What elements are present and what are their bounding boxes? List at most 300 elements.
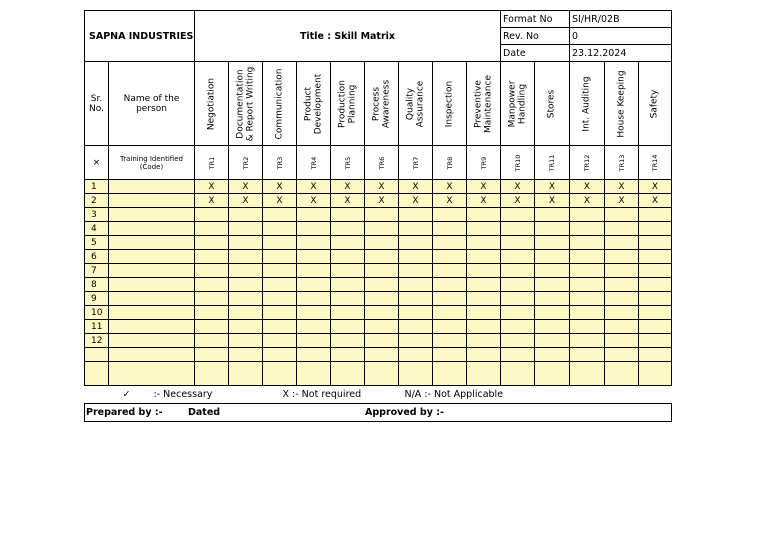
skill-mark-cell[interactable] xyxy=(639,348,672,362)
skill-mark-cell[interactable] xyxy=(433,278,467,292)
skill-mark-cell[interactable] xyxy=(331,222,365,236)
sr-no-cell: 9 xyxy=(85,292,109,306)
skill-mark-cell[interactable] xyxy=(195,320,229,334)
prepared-by: Prepared by :- xyxy=(86,407,163,418)
skill-mark-cell[interactable] xyxy=(467,348,501,362)
skill-mark-cell[interactable] xyxy=(570,208,605,222)
skill-mark-cell[interactable] xyxy=(639,278,672,292)
skill-mark-cell[interactable] xyxy=(331,306,365,320)
skill-header-label: Production Planning xyxy=(337,79,357,128)
skill-mark-cell[interactable] xyxy=(399,264,433,278)
skill-header xyxy=(263,62,297,146)
skill-mark-cell[interactable] xyxy=(535,278,570,292)
format-no-label: Format No xyxy=(501,11,570,28)
skill-mark-cell[interactable]: X xyxy=(605,194,639,208)
skill-mark-cell[interactable] xyxy=(570,250,605,264)
skill-mark-cell[interactable]: X xyxy=(195,194,229,208)
skill-mark-cell[interactable] xyxy=(365,292,399,306)
skill-mark-cell[interactable] xyxy=(365,320,399,334)
skill-header-label: Documentation & Report Writing xyxy=(235,66,255,141)
skill-mark-cell[interactable] xyxy=(501,250,535,264)
skill-mark-cell[interactable] xyxy=(535,292,570,306)
skill-mark-cell[interactable] xyxy=(229,320,263,334)
name-header: Name of the person xyxy=(109,62,195,146)
skill-mark-cell[interactable] xyxy=(365,222,399,236)
skill-mark-cell[interactable] xyxy=(535,208,570,222)
sr-no-cell: 7 xyxy=(85,264,109,278)
training-code xyxy=(195,146,229,180)
skill-mark-cell[interactable] xyxy=(570,292,605,306)
skill-mark-cell[interactable] xyxy=(467,362,501,386)
skill-mark-cell[interactable] xyxy=(229,208,263,222)
training-code-label: TR13 xyxy=(617,154,626,171)
person-name-cell[interactable] xyxy=(109,320,195,334)
skill-mark-cell[interactable] xyxy=(331,292,365,306)
skill-mark-cell[interactable] xyxy=(365,250,399,264)
skill-mark-cell[interactable] xyxy=(263,236,297,250)
dated: Dated xyxy=(188,407,221,418)
skill-mark-cell[interactable]: X xyxy=(501,180,535,194)
skill-mark-cell[interactable] xyxy=(467,320,501,334)
person-name-cell[interactable] xyxy=(109,236,195,250)
skill-mark-cell[interactable] xyxy=(433,222,467,236)
skill-mark-cell[interactable] xyxy=(467,208,501,222)
skill-mark-cell[interactable] xyxy=(605,320,639,334)
skill-mark-cell[interactable] xyxy=(399,348,433,362)
skill-mark-cell[interactable] xyxy=(229,292,263,306)
skill-mark-cell[interactable] xyxy=(229,306,263,320)
skill-mark-cell[interactable]: X xyxy=(570,194,605,208)
skill-mark-cell[interactable] xyxy=(570,222,605,236)
skill-header xyxy=(501,62,535,146)
skill-header-label: Quality Assurance xyxy=(405,80,425,127)
company-name: SAPNA INDUSTRIES xyxy=(85,11,195,62)
training-code-label: TR2 xyxy=(241,156,250,169)
skill-mark-cell[interactable] xyxy=(331,278,365,292)
skill-mark-cell[interactable] xyxy=(605,208,639,222)
skill-header xyxy=(639,62,672,146)
skill-mark-cell[interactable] xyxy=(639,264,672,278)
skill-mark-cell[interactable]: X xyxy=(365,194,399,208)
skill-mark-cell[interactable] xyxy=(605,348,639,362)
skill-mark-cell[interactable] xyxy=(331,348,365,362)
skill-header xyxy=(570,62,605,146)
sr-no-cell: 4 xyxy=(85,222,109,236)
training-code xyxy=(639,146,672,180)
skill-mark-cell[interactable] xyxy=(639,236,672,250)
skill-mark-cell[interactable] xyxy=(195,208,229,222)
skill-mark-cell[interactable]: X xyxy=(535,194,570,208)
skill-mark-cell[interactable] xyxy=(467,236,501,250)
skill-mark-cell[interactable] xyxy=(263,320,297,334)
training-code-label: TR8 xyxy=(445,156,454,169)
skill-header-label: Inspection xyxy=(443,80,454,127)
skill-mark-cell[interactable] xyxy=(501,362,535,386)
check-icon: ✓ xyxy=(122,389,131,400)
skill-mark-cell[interactable] xyxy=(195,348,229,362)
matrix-row xyxy=(85,320,672,334)
skill-header-label: Preventive Maintenance xyxy=(473,74,493,133)
skill-header xyxy=(331,62,365,146)
matrix-row xyxy=(85,236,672,250)
skill-mark-cell[interactable] xyxy=(263,348,297,362)
training-code xyxy=(433,146,467,180)
skill-mark-cell[interactable]: X xyxy=(263,180,297,194)
skill-mark-cell[interactable]: X xyxy=(535,180,570,194)
skill-mark-cell[interactable] xyxy=(535,250,570,264)
skill-mark-cell[interactable] xyxy=(501,334,535,348)
skill-mark-cell[interactable] xyxy=(263,208,297,222)
skill-mark-cell[interactable] xyxy=(639,208,672,222)
skill-mark-cell[interactable] xyxy=(297,222,331,236)
skill-mark-cell[interactable]: X xyxy=(297,194,331,208)
skill-mark-cell[interactable]: X xyxy=(365,180,399,194)
skill-mark-cell[interactable] xyxy=(195,334,229,348)
matrix-row xyxy=(85,222,672,236)
training-code xyxy=(467,146,501,180)
skill-mark-cell[interactable] xyxy=(229,264,263,278)
skill-mark-cell[interactable] xyxy=(501,278,535,292)
skill-mark-cell[interactable] xyxy=(605,264,639,278)
skill-mark-cell[interactable] xyxy=(433,306,467,320)
skill-mark-cell[interactable] xyxy=(263,292,297,306)
sr-no-cell: 6 xyxy=(85,250,109,264)
skill-mark-cell[interactable] xyxy=(263,306,297,320)
skill-mark-cell[interactable] xyxy=(229,348,263,362)
skill-mark-cell[interactable] xyxy=(195,306,229,320)
matrix-row xyxy=(85,194,672,208)
skill-mark-cell[interactable]: X xyxy=(297,180,331,194)
rev-no-label: Rev. No xyxy=(501,28,570,45)
skill-matrix-table xyxy=(84,10,672,422)
skill-mark-cell[interactable] xyxy=(399,334,433,348)
skill-mark-cell[interactable] xyxy=(365,208,399,222)
training-code-label: TR11 xyxy=(548,154,556,171)
skill-mark-cell[interactable] xyxy=(433,334,467,348)
skill-mark-cell[interactable]: X xyxy=(195,180,229,194)
skill-mark-cell[interactable] xyxy=(639,334,672,348)
skill-mark-cell[interactable] xyxy=(365,306,399,320)
approved-by: Approved by :- xyxy=(365,407,444,418)
matrix-row xyxy=(85,362,672,386)
skill-mark-cell[interactable] xyxy=(605,250,639,264)
skill-mark-cell[interactable] xyxy=(297,236,331,250)
skill-mark-cell[interactable] xyxy=(399,306,433,320)
person-name-cell[interactable] xyxy=(109,222,195,236)
skill-mark-cell[interactable] xyxy=(297,320,331,334)
skill-mark-cell[interactable] xyxy=(229,278,263,292)
skill-mark-cell[interactable] xyxy=(365,264,399,278)
skill-mark-cell[interactable] xyxy=(570,348,605,362)
training-code xyxy=(229,146,263,180)
matrix-row xyxy=(85,292,672,306)
skill-mark-cell[interactable] xyxy=(331,236,365,250)
skill-mark-cell[interactable] xyxy=(433,320,467,334)
skill-mark-cell[interactable] xyxy=(605,292,639,306)
skill-mark-cell[interactable] xyxy=(195,278,229,292)
training-code xyxy=(605,146,639,180)
skill-mark-cell[interactable] xyxy=(263,264,297,278)
skill-mark-cell[interactable] xyxy=(331,264,365,278)
skill-mark-cell[interactable] xyxy=(570,306,605,320)
skill-mark-cell[interactable] xyxy=(399,250,433,264)
skill-mark-cell[interactable]: X xyxy=(605,180,639,194)
skill-mark-cell[interactable] xyxy=(297,250,331,264)
skill-mark-cell[interactable] xyxy=(433,236,467,250)
skill-mark-cell[interactable] xyxy=(399,278,433,292)
skill-mark-cell[interactable]: X xyxy=(399,194,433,208)
training-code-label: TR5 xyxy=(343,156,352,169)
skill-mark-cell[interactable] xyxy=(433,264,467,278)
skill-mark-cell[interactable] xyxy=(467,250,501,264)
skill-mark-cell[interactable]: X xyxy=(467,194,501,208)
legend-not-required: X :- Not required xyxy=(282,389,362,400)
skill-mark-cell[interactable] xyxy=(263,362,297,386)
skill-header xyxy=(365,62,399,146)
skill-header-label: Process Awareness xyxy=(371,79,391,128)
skill-mark-cell[interactable]: X xyxy=(639,180,672,194)
skill-mark-cell[interactable] xyxy=(229,334,263,348)
skill-mark-cell[interactable] xyxy=(501,222,535,236)
person-name-cell[interactable] xyxy=(109,362,195,386)
skill-mark-cell[interactable] xyxy=(639,292,672,306)
skill-mark-cell[interactable] xyxy=(433,292,467,306)
skill-mark-cell[interactable] xyxy=(639,250,672,264)
skill-mark-cell[interactable] xyxy=(570,264,605,278)
matrix-row xyxy=(85,278,672,292)
skill-mark-cell[interactable] xyxy=(501,292,535,306)
skill-mark-cell[interactable] xyxy=(297,334,331,348)
skill-mark-cell[interactable] xyxy=(433,362,467,386)
skill-mark-cell[interactable] xyxy=(639,362,672,386)
skill-mark-cell[interactable] xyxy=(195,250,229,264)
sr-no-header: Sr. No. xyxy=(85,62,109,146)
skill-mark-cell[interactable] xyxy=(535,306,570,320)
skill-mark-cell[interactable] xyxy=(639,222,672,236)
document-title: Title : Skill Matrix xyxy=(195,11,501,62)
skill-mark-cell[interactable] xyxy=(535,264,570,278)
sr-no-cell: 5 xyxy=(85,236,109,250)
person-name-cell[interactable] xyxy=(109,264,195,278)
person-name-cell[interactable] xyxy=(109,348,195,362)
date-value: 23.12.2024 xyxy=(570,45,672,62)
skill-mark-cell[interactable] xyxy=(297,278,331,292)
skill-mark-cell[interactable] xyxy=(399,292,433,306)
skill-mark-cell[interactable] xyxy=(433,208,467,222)
skill-mark-cell[interactable] xyxy=(467,264,501,278)
skill-mark-cell[interactable] xyxy=(535,362,570,386)
skill-mark-cell[interactable] xyxy=(263,222,297,236)
skill-mark-cell[interactable] xyxy=(297,362,331,386)
skill-mark-cell[interactable] xyxy=(605,362,639,386)
sr-no-cell: 3 xyxy=(85,208,109,222)
skill-mark-cell[interactable] xyxy=(467,222,501,236)
skill-mark-cell[interactable] xyxy=(195,222,229,236)
skill-mark-cell[interactable] xyxy=(263,334,297,348)
skill-mark-cell[interactable]: X xyxy=(331,194,365,208)
training-code-label: TR1 xyxy=(207,156,216,169)
skill-mark-cell[interactable] xyxy=(501,208,535,222)
skill-header-label: Safety xyxy=(649,89,660,118)
skill-header-label: Stores xyxy=(546,89,557,118)
skill-mark-cell[interactable] xyxy=(501,264,535,278)
skill-mark-cell[interactable] xyxy=(433,348,467,362)
skill-mark-cell[interactable] xyxy=(570,320,605,334)
skill-mark-cell[interactable]: X xyxy=(399,180,433,194)
skill-mark-cell[interactable] xyxy=(229,236,263,250)
skill-mark-cell[interactable] xyxy=(365,334,399,348)
skill-mark-cell[interactable] xyxy=(605,222,639,236)
person-name-cell[interactable] xyxy=(109,208,195,222)
skill-mark-cell[interactable] xyxy=(570,362,605,386)
skill-mark-cell[interactable]: X xyxy=(263,194,297,208)
training-code xyxy=(331,146,365,180)
skill-mark-cell[interactable] xyxy=(570,278,605,292)
skill-mark-cell[interactable]: X xyxy=(229,194,263,208)
skill-mark-cell[interactable]: X xyxy=(229,180,263,194)
skill-mark-cell[interactable] xyxy=(229,362,263,386)
skill-header-label: Int. Auditing xyxy=(581,75,592,132)
skill-mark-cell[interactable] xyxy=(365,348,399,362)
skill-mark-cell[interactable] xyxy=(535,334,570,348)
skill-mark-cell[interactable] xyxy=(195,236,229,250)
skill-mark-cell[interactable]: X xyxy=(639,194,672,208)
code-row-marker: × xyxy=(85,146,109,180)
skill-header xyxy=(297,62,331,146)
training-code xyxy=(535,146,570,180)
person-name-cell[interactable] xyxy=(109,278,195,292)
skill-mark-cell[interactable] xyxy=(605,306,639,320)
person-name-cell[interactable] xyxy=(109,292,195,306)
training-code xyxy=(570,146,605,180)
training-code xyxy=(365,146,399,180)
skill-mark-cell[interactable] xyxy=(331,362,365,386)
skill-mark-cell[interactable]: X xyxy=(331,180,365,194)
skill-mark-cell[interactable] xyxy=(399,222,433,236)
skill-header xyxy=(535,62,570,146)
person-name-cell[interactable] xyxy=(109,250,195,264)
sr-no-cell: 10 xyxy=(85,306,109,320)
skill-mark-cell[interactable] xyxy=(639,320,672,334)
skill-mark-cell[interactable]: X xyxy=(433,194,467,208)
skill-mark-cell[interactable] xyxy=(297,348,331,362)
skill-mark-cell[interactable] xyxy=(331,208,365,222)
format-no-value: SI/HR/02B xyxy=(570,11,672,28)
skill-mark-cell[interactable] xyxy=(467,334,501,348)
skill-header-label: Product Development xyxy=(303,73,323,134)
legend-not-applicable: N/A :- Not Applicable xyxy=(404,389,504,400)
skill-header xyxy=(467,62,501,146)
legend xyxy=(85,386,672,404)
skill-mark-cell[interactable] xyxy=(365,362,399,386)
training-code-label: TR7 xyxy=(411,156,420,169)
skill-mark-cell[interactable]: X xyxy=(501,194,535,208)
skill-header xyxy=(229,62,263,146)
skill-mark-cell[interactable] xyxy=(501,320,535,334)
sr-no-cell xyxy=(85,348,109,362)
skill-mark-cell[interactable] xyxy=(605,236,639,250)
skill-mark-cell[interactable] xyxy=(365,236,399,250)
skill-mark-cell[interactable] xyxy=(433,250,467,264)
skill-header xyxy=(433,62,467,146)
sr-no-cell: 11 xyxy=(85,320,109,334)
skill-mark-cell[interactable] xyxy=(570,236,605,250)
training-code-label: Training Identified (Code) xyxy=(109,146,195,180)
matrix-row xyxy=(85,180,672,194)
person-name-cell[interactable] xyxy=(109,194,195,208)
person-name-cell[interactable] xyxy=(109,306,195,320)
skill-mark-cell[interactable] xyxy=(229,250,263,264)
training-code-label: TR4 xyxy=(309,156,318,169)
skill-mark-cell[interactable] xyxy=(501,306,535,320)
skill-mark-cell[interactable] xyxy=(297,292,331,306)
skill-mark-cell[interactable] xyxy=(399,236,433,250)
skill-mark-cell[interactable] xyxy=(467,292,501,306)
matrix-row xyxy=(85,264,672,278)
skill-header-label: Communication xyxy=(273,68,284,139)
skill-mark-cell[interactable] xyxy=(399,208,433,222)
skill-mark-cell[interactable] xyxy=(263,278,297,292)
skill-header xyxy=(605,62,639,146)
training-code xyxy=(399,146,433,180)
skill-mark-cell[interactable]: X xyxy=(467,180,501,194)
skill-mark-cell[interactable] xyxy=(331,320,365,334)
skill-mark-cell[interactable] xyxy=(263,250,297,264)
skill-mark-cell[interactable] xyxy=(297,264,331,278)
skill-mark-cell[interactable] xyxy=(639,306,672,320)
skill-header-label: House Keeping xyxy=(615,69,626,138)
skill-mark-cell[interactable] xyxy=(605,334,639,348)
skill-header-label: Negotiation xyxy=(205,77,216,130)
skill-mark-cell[interactable] xyxy=(535,320,570,334)
skill-mark-cell[interactable] xyxy=(365,278,399,292)
skill-mark-cell[interactable]: X xyxy=(433,180,467,194)
sr-no-cell: 1 xyxy=(85,180,109,194)
skill-mark-cell[interactable] xyxy=(605,278,639,292)
skill-header-label: Manpower Handling xyxy=(507,80,527,127)
sr-no-cell xyxy=(85,362,109,386)
training-code xyxy=(297,146,331,180)
skill-mark-cell[interactable] xyxy=(501,348,535,362)
skill-mark-cell[interactable] xyxy=(467,306,501,320)
skill-mark-cell[interactable]: X xyxy=(570,180,605,194)
skill-mark-cell[interactable] xyxy=(399,320,433,334)
skill-header xyxy=(195,62,229,146)
skill-mark-cell[interactable] xyxy=(229,222,263,236)
skill-mark-cell[interactable] xyxy=(195,362,229,386)
skill-mark-cell[interactable] xyxy=(195,264,229,278)
skill-mark-cell[interactable] xyxy=(331,250,365,264)
person-name-cell[interactable] xyxy=(109,180,195,194)
matrix-row xyxy=(85,334,672,348)
skill-mark-cell[interactable] xyxy=(195,292,229,306)
skill-mark-cell[interactable] xyxy=(535,348,570,362)
skill-mark-cell[interactable] xyxy=(535,236,570,250)
skill-mark-cell[interactable] xyxy=(467,278,501,292)
training-code-label: TR12 xyxy=(583,154,591,171)
person-name-cell[interactable] xyxy=(109,334,195,348)
skill-mark-cell[interactable] xyxy=(297,208,331,222)
skill-mark-cell[interactable] xyxy=(331,334,365,348)
skill-mark-cell[interactable] xyxy=(570,334,605,348)
matrix-row xyxy=(85,348,672,362)
skill-mark-cell[interactable] xyxy=(501,236,535,250)
training-code xyxy=(501,146,535,180)
skill-mark-cell[interactable] xyxy=(535,222,570,236)
skill-mark-cell[interactable] xyxy=(399,362,433,386)
training-code-label: TR3 xyxy=(275,156,284,169)
skill-mark-cell[interactable] xyxy=(297,306,331,320)
